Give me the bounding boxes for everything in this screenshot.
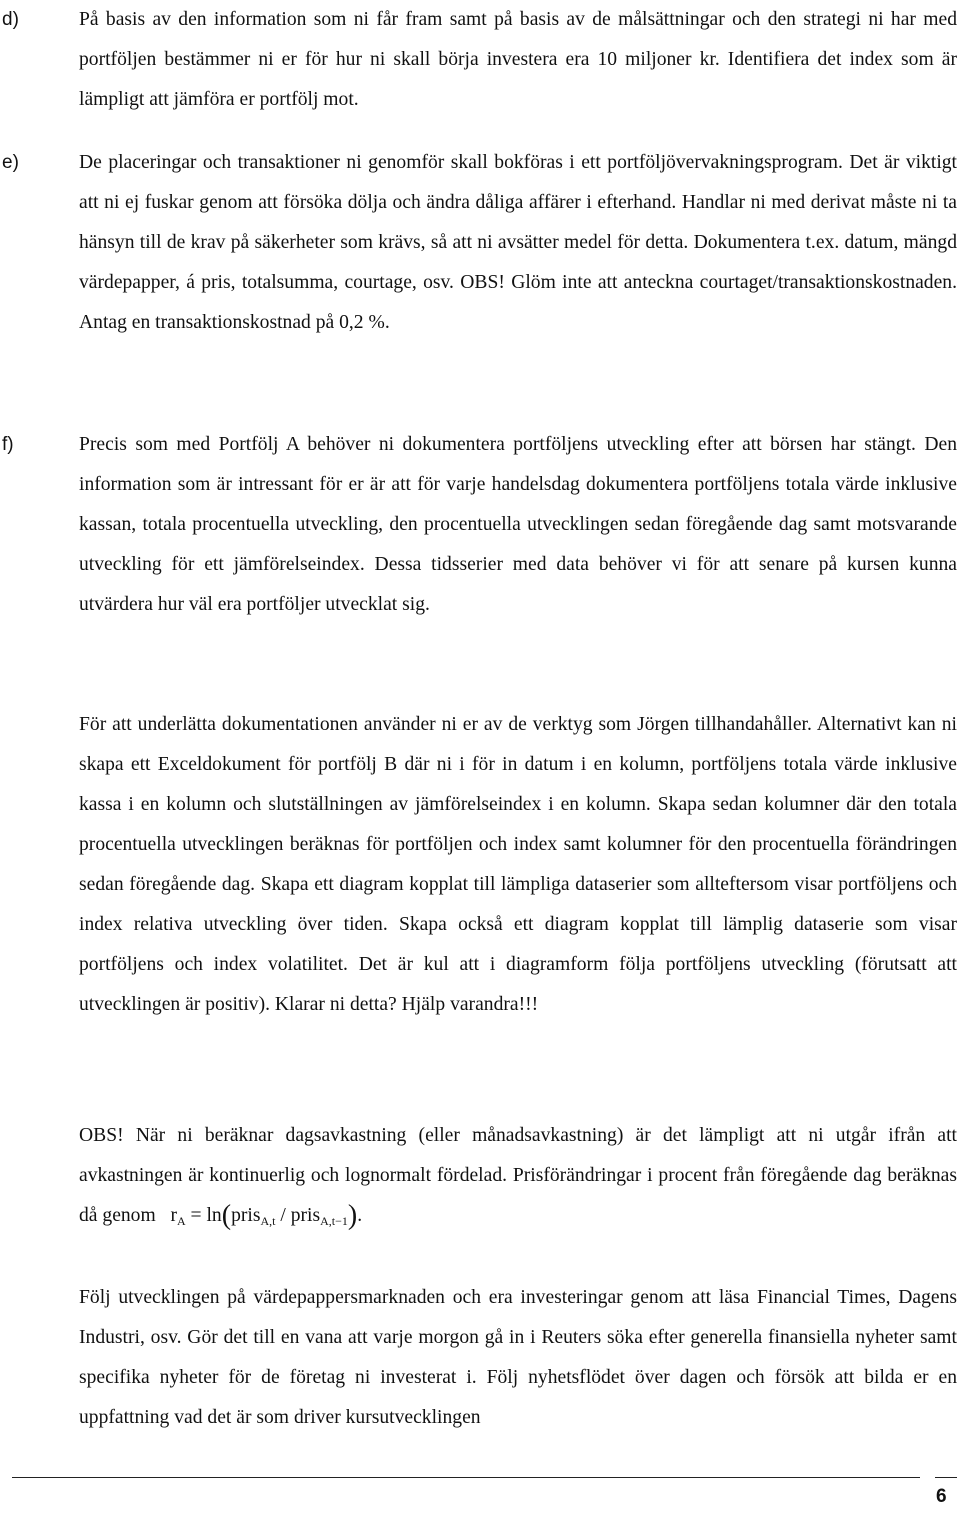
formula-lhs: r <box>170 1205 177 1226</box>
formula-slash: / <box>275 1205 291 1226</box>
paragraph-obs <box>79 1116 957 1241</box>
formula-denominator-subscript: A,t−1 <box>320 1214 348 1228</box>
list-item-text: De placeringar och transaktioner ni genomför skall bokföras i ett portföljövervakningsprogram. Det är viktigt att ni ej fuskar genom att försöka dölja och ändra dåliga affärer i efterhand. Handlar ni med derivat måste ni ta hänsyn till de krav på säkerheter som krävs, så att ni avsätter medel för detta. Dokumentera t.ex. datum, mängd värdepapper, á pris, totalsumma, courtage, osv. OBS! Glöm inte att anteckna courtaget/transaktionskostnaden. Antag en transaktionskostnad på 0,2 %. <box>79 152 957 333</box>
list-marker: f) <box>2 434 14 455</box>
list-item-text: På basis av den information som ni får fram samt på basis av de målsättningar och den strategi ni har med portföljen bestämmer ni er för hur ni skall börja investera era 10 miljoner kr. Identifiera det index som är lämpligt att jämföra er portfölj mot. <box>79 9 957 110</box>
formula-numerator-subscript: A,t <box>260 1214 276 1228</box>
formula-open-paren: ( <box>221 1200 232 1231</box>
paragraph-follow: Följ utvecklingen på värdepappersmarknaden och era investeringar genom att läsa Financial Times, Dagens Industri, osv. Gör det till en vana att varje morgon gå in i Reuters söka efter generella finansiella nyheter samt specifika nyheter för de företag ni investerat i. Följ nyhetsflödet över dagen och försök att bilda er en uppfattning vad det är som driver kursutvecklingen <box>79 1287 957 1428</box>
formula-period: . <box>357 1205 363 1226</box>
formula-denominator: pris <box>290 1205 321 1226</box>
return-formula <box>161 1200 363 1231</box>
list-item-text: Precis som med Portfölj A behöver ni dokumentera portföljens utveckling efter att börsen har stängt. Den information som är intressant för er är att för varje handelsdag dokumentera portföljens totala värde inklusive kassan, totala procentuella utveckling, den procentuella utvecklingen sedan föregående dag samt motsvarande utveckling för ett jämförelseindex. Dessa tidsserier med data behöver vi för att senare på kursen kunna utvärdera hur väl era portföljer utvecklat sig. <box>79 434 957 615</box>
paragraph-obs-text: OBS! När ni beräknar dagsavkastning (eller månadsavkastning) är det lämpligt att ni utgår ifrån att avkastningen är kontinuerlig och lognormalt fördelad. Prisförändringar i procent från föregående dag beräknas då genom <box>79 1125 957 1226</box>
paragraph-tools: För att underlätta dokumentationen använder ni er av de verktyg som Jörgen tillhandahåller. Alternativt kan ni skapa ett Exceldokument för portfölj B där ni i för in datum i en kolumn, portföljens totala värde inklusive kassa i en kolumn och slutställningen av jämförelseindex i en kolumn. Skapa sedan kolumner där den totala procentuella utvecklingen beräknas för portföljen och index samt kolumner för den procentuella förändringen sedan föregående dag. Skapa ett diagram kopplat till lämpliga dataserier som allteftersom visar portföljens och index relativa utveckling över tiden. Skapa också ett diagram kopplat till lämplig dataserie som visar portföljens och index volatilitet. Det är kul att i diagramform följa portföljens utveckling (förutsatt att utvecklingen är positiv). Klarar ni detta? Hjälp varandra!!! <box>79 714 957 1015</box>
footer-rule-short <box>935 1477 957 1478</box>
formula-equals-ln: = ln <box>185 1205 222 1226</box>
formula-numerator: pris <box>231 1205 261 1226</box>
list-marker: d) <box>2 9 19 30</box>
footer-rule <box>12 1477 920 1478</box>
formula-close-paren: ) <box>347 1200 358 1231</box>
page-number: 6 <box>936 1486 947 1507</box>
formula-lhs-subscript: A <box>176 1214 186 1228</box>
list-marker: e) <box>2 152 19 173</box>
